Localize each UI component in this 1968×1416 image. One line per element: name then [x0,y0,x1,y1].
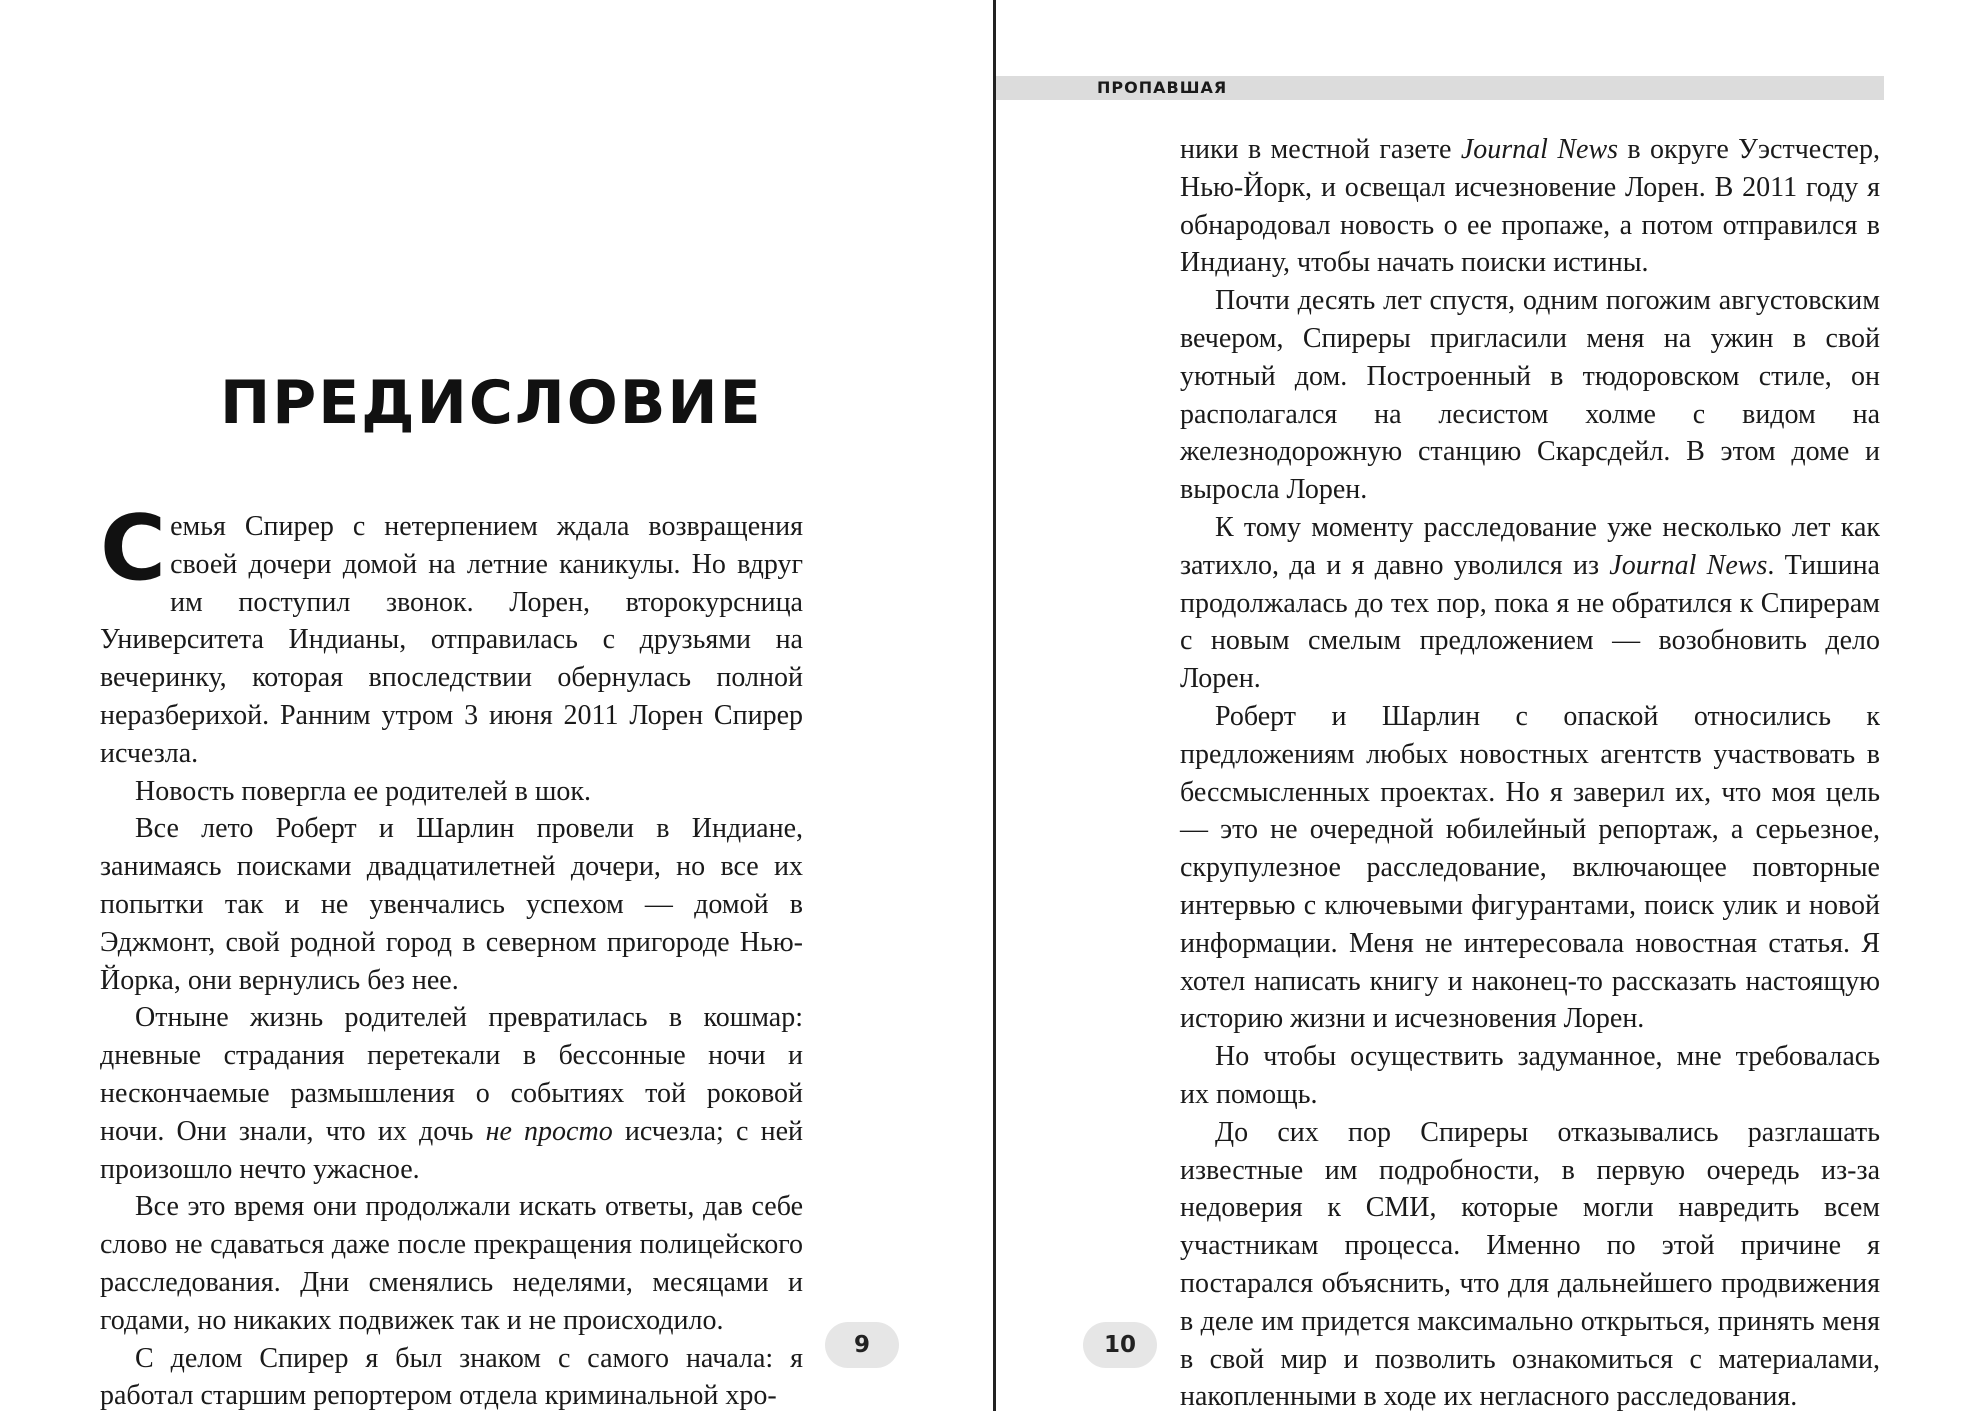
emphasis-text: Journal News [1460,134,1619,165]
paragraph-text: ники в местной газете [1180,134,1461,165]
paragraph-text: емья Спирер с нетерпением ждала возвращения своей дочери домой на летние каникулы. Но вдруг им поступил звонок. Лорен, второкурсница Университета Индианы, отправилась с друзьями на вечеринку, которая впоследствии обернулась полной неразберихой. Ранним утром 3 июня 2011 Лорен Спирер исчезла. [100,511,803,769]
right-page-text [1180,131,1880,1416]
drop-cap: С [100,496,167,601]
paragraph [1180,509,1880,698]
page-number: 9 [825,1322,899,1368]
paragraph [100,496,803,773]
emphasis-text: не просто [485,1115,613,1147]
paragraph: Но чтобы осуществить задуманное, мне требовалась их помощь. [1180,1041,1880,1110]
paragraph: Все лето Роберт и Шарлин провели в Индиане, занимаясь поисками двадцатилетней дочери, но все их попытки так и не увенчались успехом — домой в Эджмонт, свой родной город в северном пригороде Нью-Йорка, они вернулись без нее. [100,813,803,996]
paragraph-text: К тому моменту расследование уже несколько лет как затихло, да и я давно уволился из [1180,511,1880,581]
paragraph: Новость повергла ее родителей в шок. [135,775,592,807]
running-head: ПРОПАВШАЯ [1097,78,1228,97]
paragraph-text: в округе Уэстчестер, Нью-Йорк, и освещал исчезновение Лорен. В 2011 году я обнародовал новость о ее пропаже, а потом отправился в Индиану, чтобы начать поиски истины. [1180,134,1880,279]
page-number: 10 [1083,1322,1157,1368]
paragraph: Все это время они продолжали искать ответы, дав себе слово не сдаваться даже после прекращения полицейского расследования. Дни сменялись неделями, месяцами и годами, но никаких подвижек так и не происходило. [100,1191,803,1336]
paragraph [100,999,803,1188]
paragraph-text: исчезла; с ней произошло нечто ужасное. [100,1115,804,1185]
paragraph-text: . Тишина продолжалась до тех пор, пока я не обратился к Спирерам с новым смелым предложением — возобновить дело Лорен. [1180,549,1880,695]
left-page-text [100,496,804,1415]
paragraph: До сих пор Спиреры отказывались разглашать известные им подробности, в первую очередь из-за недоверия к СМИ, которые могли навредить всем участникам процесса. Именно по этой причине я постарался объяснить, что для дальнейшего продвижения в деле им придется максимально открыться, принять меня в свой мир и позволить ознакомиться с материалами, накопленными в ходе их негласного расследования. [1180,1116,1880,1413]
paragraph-text: Отныне жизнь родителей превратилась в кошмар: дневные страдания перетекали в бессонные ночи и нескончаемые размышления о событиях той роковой ночи. Они знали, что их дочь [100,1002,803,1147]
paragraph [1180,131,1880,282]
emphasis-text: Journal News [1609,549,1768,581]
chapter-title: ПРЕДИСЛОВИЕ [220,368,763,438]
paragraph: С делом Спирер я был знаком с самого начала: я работал старшим репортером отдела криминальной хро- [100,1342,803,1412]
paragraph: Роберт и Шарлин с опаской относились к предложениям любых новостных агентств участвовать в бессмысленных проектах. Но я заверил их, что моя цель — это не очередной юбилейный репортаж, а серьезное, скрупулезное расследование, включающее повторные интервью с ключевыми фигурантами, поиск улик и новой информации. Меня не интересовала новостная статья. Я хотел написать книгу и наконец-то рассказать настоящую историю жизни и исчезновения Лорен. [1180,700,1880,1035]
paragraph: Почти десять лет спустя, одним погожим августовским вечером, Спиреры пригласили меня на ужин в свой уютный дом. Построенный в тюдоровском стиле, он располагался на лесистом холме с видом на железнодорожную станцию Скарсдейл. В этом доме и выросла Лорен. [1180,285,1880,506]
book-spine-divider [993,0,996,1411]
